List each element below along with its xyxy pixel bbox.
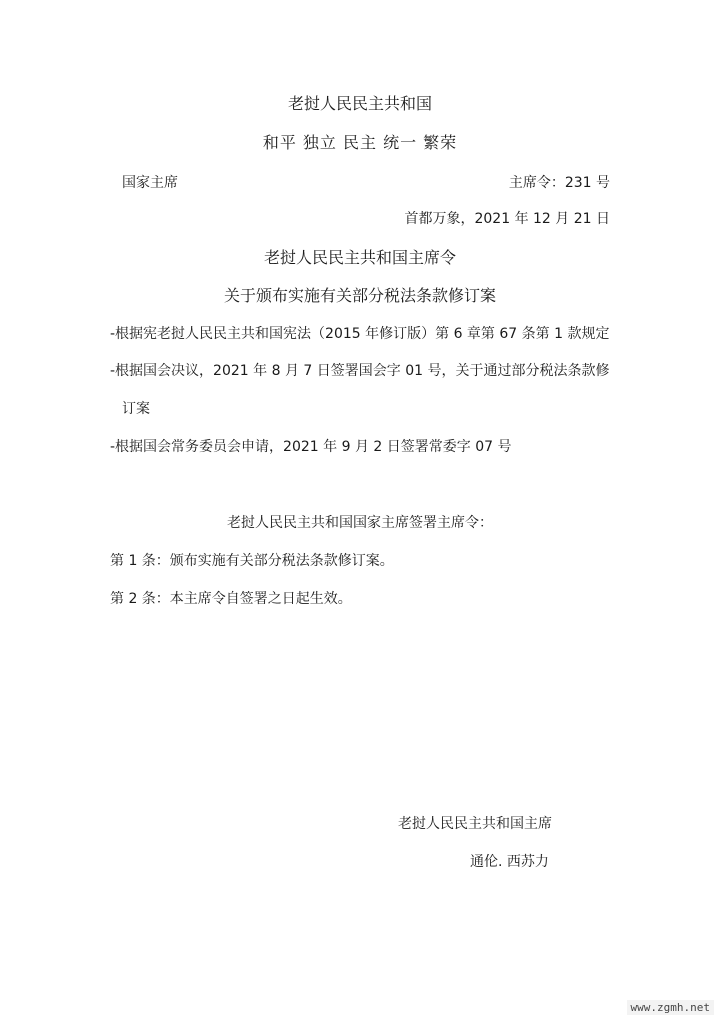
basis-line-2: -根据国会决议，2021 年 8 月 7 日签署国会字 01 号，关于通过部分税法条款修 <box>110 363 610 379</box>
basis-line-2-continued: 订案 <box>122 401 150 417</box>
basis-line-1: -根据宪老挝人民民主共和国宪法（2015 年修订版）第 6 章第 67 条第 1 款规定 <box>110 326 610 342</box>
article-2: 第 2 条：本主席令自签署之日起生效。 <box>110 591 352 607</box>
decree-title: 老挝人民民主共和国主席令 <box>263 248 456 267</box>
decree-number: 主席令：231 号 <box>508 175 610 191</box>
signatory-name: 通伦. 西苏力 <box>470 854 549 870</box>
signatory-title: 老挝人民民主共和国主席 <box>398 816 552 832</box>
issuer-label: 国家主席 <box>122 175 178 191</box>
basis-line-3: -根据国会常务委员会申请，2021 年 9 月 2 日签署常委字 07 号 <box>110 439 512 455</box>
national-motto: 和平 独立 民主 统一 繁荣 <box>262 133 458 152</box>
site-watermark: www.zgmh.net <box>627 1000 714 1015</box>
article-1: 第 1 条：颁布实施有关部分税法条款修订案。 <box>110 553 394 569</box>
country-name: 老挝人民民主共和国 <box>287 94 432 113</box>
decree-subtitle: 关于颁布实施有关部分税法条款修订案 <box>223 286 496 305</box>
decree-intro: 老挝人民民主共和国国家主席签署主席令： <box>227 515 493 531</box>
place-and-date: 首都万象，2021 年 12 月 21 日 <box>404 211 610 227</box>
